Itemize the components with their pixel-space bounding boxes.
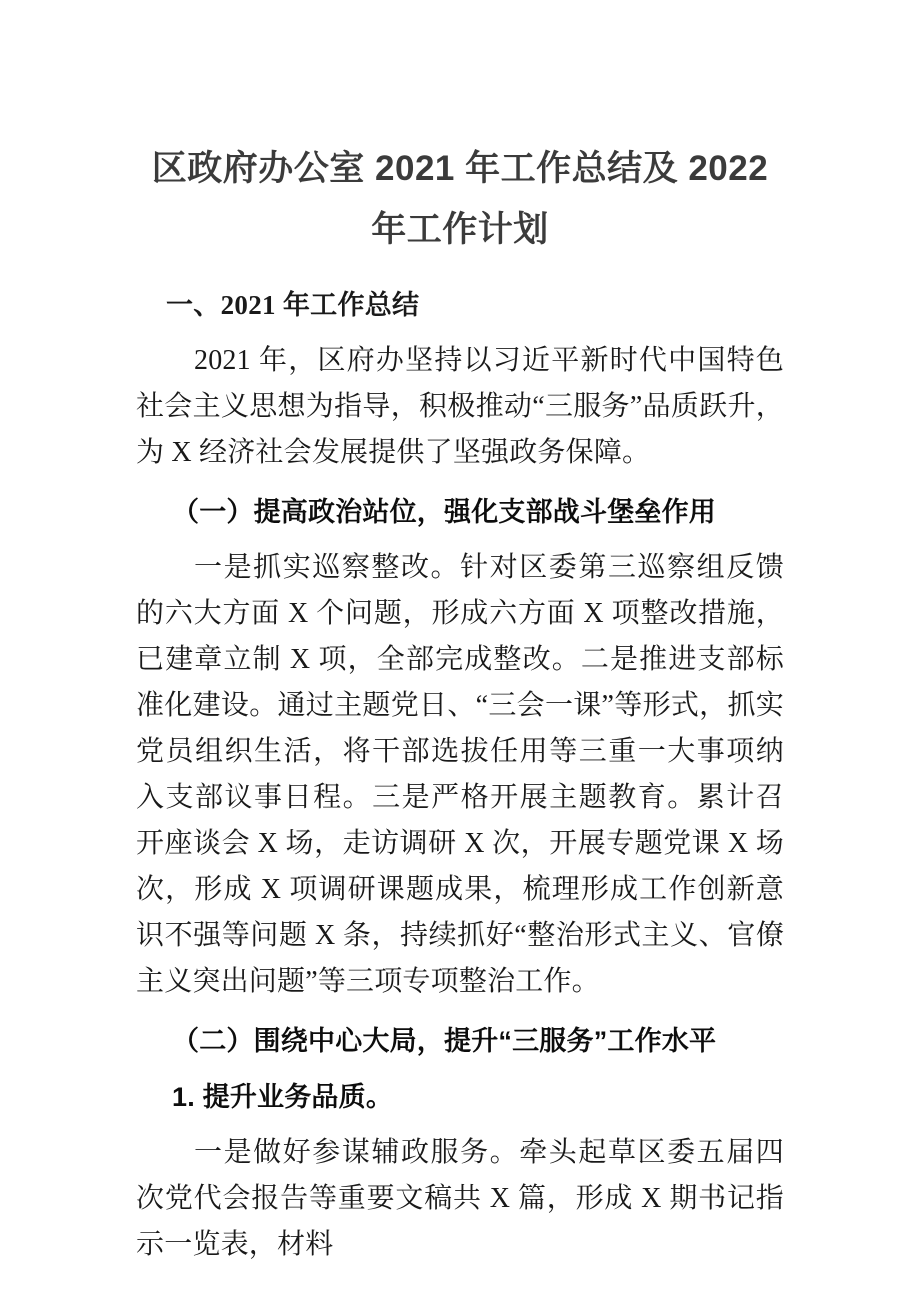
sub-heading-three-services: （二）围绕中心大局，提升“三服务”工作水平 [172,1026,717,1056]
paragraph-intro: 2021 年，区府办坚持以习近平新时代中国特色社会主义思想为指导，积极推动“三服务”品质跃升，为 X 经济社会发展提供了坚强政务保障。 [136,345,784,468]
page-title [136,0,784,260]
paragraph-business-quality: 一是做好参谋辅政服务。牵头起草区委五届四次党代会报告等重要文稿共 X 篇，形成 X 期书记指示一览表，材料 [136,1137,784,1260]
section-heading-2021-summary: 一、2021 年工作总结 [166,290,420,320]
sub-heading-business-quality: 1. 提升业务品质。 [172,1082,394,1112]
sub-heading-political-stance: （一）提高政治站位，强化支部战斗堡垒作用 [172,497,716,527]
paragraph-political-stance: 一是抓实巡察整改。针对区委第三巡察组反馈的六大方面 X 个问题，形成六方面 X 项整改措施，已建章立制 X 项，全部完成整改。二是推进支部标准化建设。通过主题党日、“三会一课”等形式，抓实党员组织生活，将干部选拔任用等三重一大事项纳入支部议事日程。三是严格开展主题教育。累计召开座谈会 X 场，走访调研 X 次，开展专题党课 X 场次，形成 X 项调研课题成果，梳理形成工作创新意识不强等问题 X 条，持续抓好“整治形式主义、官僚主义突出问题”等三项专项整治工作。 [136,552,784,997]
page-title-line-1: 区政府办公室 2021 年工作总结及 2022 [151,149,769,188]
document-content [136,0,784,1268]
page-title-line-2: 年工作计划 [371,210,549,249]
